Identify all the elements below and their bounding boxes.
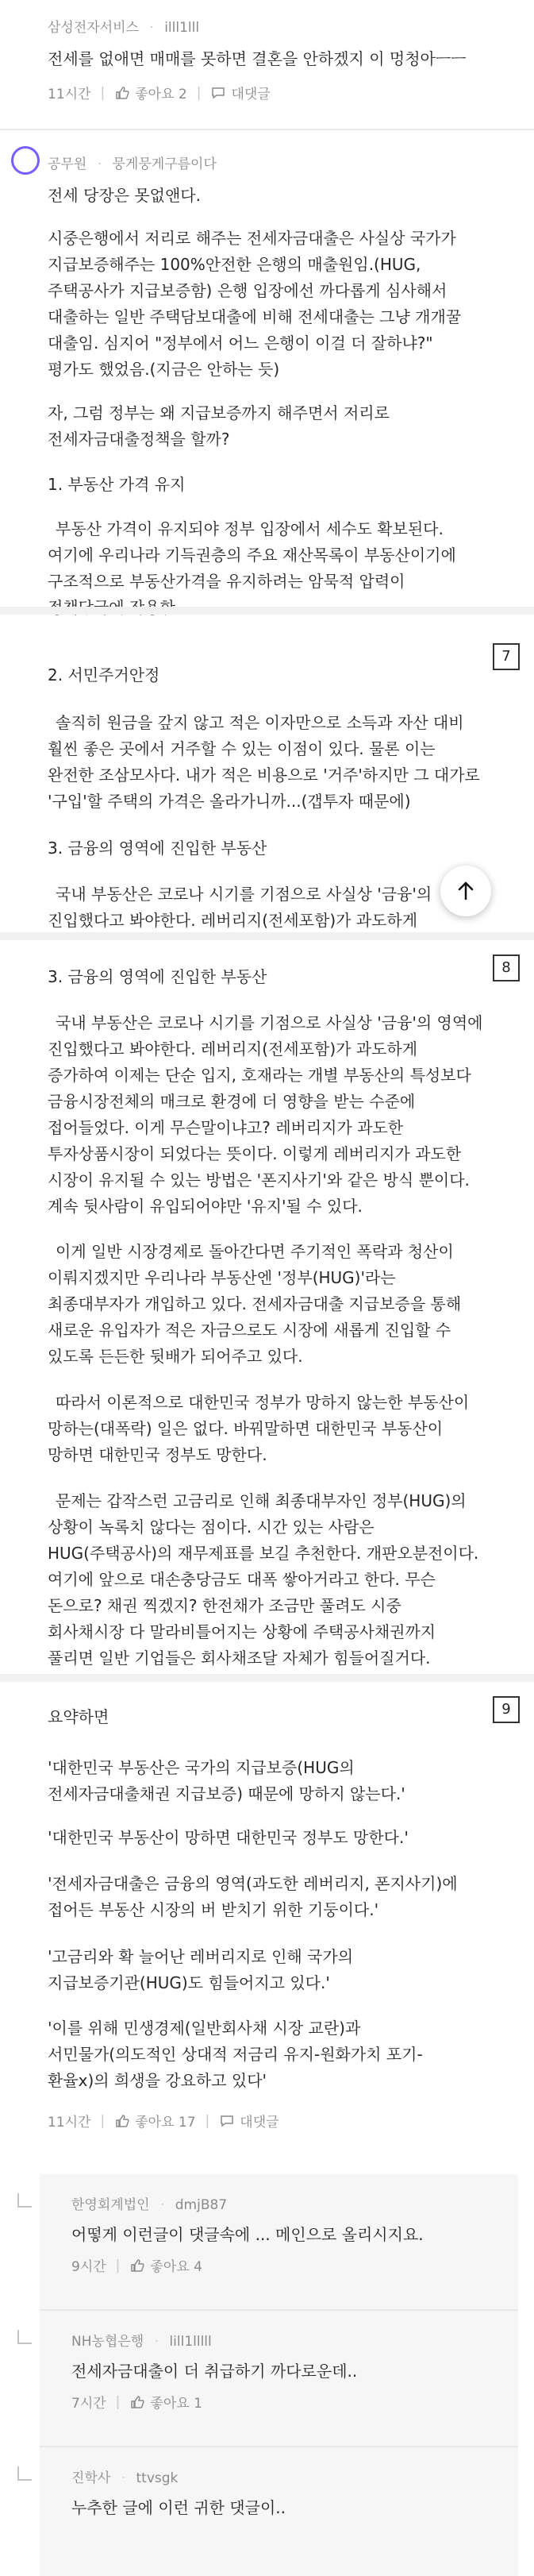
comment-line: 자, 그럼 정부는 왜 지급보증까지 해주면서 저리로	[48, 403, 390, 422]
comment-line: 접어들었다. 이게 무슨말이냐고? 레버리지가 과도한	[48, 1118, 404, 1137]
reply-2: NH농협은행 · lill1lllll 전세자금대출이 더 취급하기 까다로운데.. 7시간 | 좋아요 1	[40, 2311, 518, 2446]
comment-line: 솔직히 원금을 갚지 않고 적은 이자만으로 소득과 자산 대비	[56, 713, 464, 732]
comment-line: 전세자금대출채권 지급보증) 때문에 망하지 않는다.'	[48, 1784, 405, 1803]
author-company: NH농협은행	[71, 2334, 144, 2350]
comment-meta: 11시간 | 좋아요 2 | 대댓글	[48, 83, 271, 102]
comment-line: '이를 위해 민생경제(일반회사채 시장 교란)과	[48, 2019, 361, 2038]
author-nickname[interactable]: ttvsgk	[136, 2470, 179, 2486]
comment-line: 시장이 유지될 수 있는 방법은 '폰지사기'와 같은 방식 뿐이다.	[48, 1170, 470, 1190]
comment-line: 상황이 녹록치 않다는 점이다. 시간 있는 사람은	[48, 1517, 375, 1537]
page-number: 8	[493, 954, 520, 981]
reply-text: 전세자금대출이 더 취급하기 까다로운데..	[71, 2362, 358, 2381]
comment-line: 있도록 든든한 뒷배가 되어주고 있다.	[48, 1347, 303, 1366]
comment-line: 환율x)의 희생을 강요하고 있다'	[48, 2071, 267, 2090]
comment-line: 대출임. 심지어 "정부에서 어느 은행이 이걸 더 잘하냐?"	[48, 334, 433, 353]
reply-text: 어떻게 이런글이 댓글속에 ... 메인으로 올리시지요.	[71, 2225, 424, 2244]
like-icon[interactable]	[114, 2113, 130, 2129]
reply-indicator-icon	[17, 2193, 32, 2208]
comment-line: 여기에 우리나라 기득권층의 주요 재산목록이 부동산이기에	[48, 546, 456, 565]
comment-line: 망하면 대한민국 정부도 망한다.	[48, 1445, 267, 1464]
comment-line: HUG(주택공사)의 재무제표를 보길 추천한다. 개판오분전이다.	[48, 1544, 479, 1563]
comment-line: 문제는 갑작스런 고금리로 인해 최종대부자인 정부(HUG)의	[56, 1491, 467, 1510]
reply-indicator-icon	[17, 2466, 32, 2481]
reply-1: 한영회계법인 · dmjB87 어떻게 이런글이 댓글속에 ... 메인으로 올리시지요. 9시간 | 좋아요 4	[40, 2174, 518, 2309]
comment-line: 구조적으로 부동산가격을 유지하려는 암묵적 압력이	[48, 572, 405, 591]
reply-indicator-icon	[17, 2330, 32, 2344]
like-icon[interactable]	[129, 2258, 145, 2273]
like-count[interactable]: 좋아요 17	[135, 2115, 196, 2131]
reply-text: 누추한 글에 이런 귀한 댓글이..	[71, 2498, 286, 2517]
comment-line: 서민물가(의도적인 상대적 저금리 유지-원화가치 포기-	[48, 2045, 423, 2064]
avatar[interactable]	[11, 146, 40, 175]
reply-meta: 7시간 | 좋아요 1	[71, 2392, 202, 2412]
like-icon[interactable]	[129, 2394, 145, 2410]
comment-line: 훨씬 좋은 곳에서 거주할 수 있는 이점이 있다. 물론 이는	[48, 739, 436, 758]
comment-line: 요약하면	[48, 1707, 109, 1726]
comment-line: 지급보증기관(HUG)도 힘들어지고 있다.'	[48, 1973, 330, 1992]
reply-icon[interactable]	[219, 2113, 235, 2129]
comment-2-part-2	[0, 615, 534, 932]
comment-line: 진입했다고 봐야한다. 레버리지(전세포함)가 과도하게	[48, 1039, 418, 1059]
comment-line: 국내 부동산은 코로나 시기를 기점으로 사실상 '금융'의 영역에	[56, 1013, 483, 1032]
comment-line: '대한민국 부동산이 망하면 대한민국 정부도 망한다.'	[48, 1828, 409, 1847]
comment-line: 3. 금융의 영역에 진입한 부동산	[48, 967, 267, 986]
author-company: 공무원	[48, 156, 87, 172]
author-company: 삼성전자서비스	[48, 20, 139, 36]
author-nickname[interactable]: illl1lll	[164, 20, 200, 36]
comment-line: 망하는(대폭락) 일은 없다. 바꿔말하면 대한민국 부동산이	[48, 1419, 444, 1438]
reply-button[interactable]: 대댓글	[240, 2115, 279, 2131]
comment-line: '고금리와 확 늘어난 레버리지로 인해 국가의	[48, 1947, 354, 1966]
reply-meta: 9시간 | 좋아요 4	[71, 2255, 202, 2275]
comment-line: 계속 뒷사람이 유입되어야만 '유지'될 수 있다.	[48, 1197, 363, 1216]
author-nickname[interactable]: dmjB87	[175, 2197, 228, 2213]
comment-line: 접어든 부동산 시장의 버 받치기 위한 기둥이다.'	[48, 1900, 379, 1919]
comment-line: 회사채시장 다 말라비틀어지는 상황에 주택공사채권까지	[48, 1622, 436, 1641]
page-number: 7	[493, 643, 520, 670]
comment-time: 11시간	[48, 87, 91, 102]
comment-line: '대한민국 부동산은 국가의 지급보증(HUG의	[48, 1758, 355, 1777]
like-count[interactable]: 좋아요 1	[150, 2396, 202, 2412]
comment-line: 진입했다고 봐야한다. 레버리지(전세포함)가 과도하게	[48, 911, 418, 930]
like-icon[interactable]	[114, 85, 130, 101]
comment-line: 대출하는 일반 주택담보대출에 비해 전세대출는 그냥 개개꿀	[48, 307, 462, 326]
reply-time: 9시간	[71, 2259, 106, 2275]
screenshot-gap	[0, 607, 534, 615]
comment-line: 돈으로? 채권 찍겠지? 한전채가 조금만 풀려도 시중	[48, 1596, 401, 1615]
comment-line: 지급보증해주는 100%안전한 은행의 매출원임.(HUG,	[48, 255, 421, 274]
comment-line: 풀리면 일반 기업들은 회사채조달 자체가 힘들어질거다.	[48, 1649, 431, 1668]
comment-line: 완전한 조삼모사다. 내가 적은 비용으로 '거주'하지만 그 대가로	[48, 765, 480, 785]
comment-line: 부동산 가격이 유지되야 정부 입장에서 세수도 확보된다.	[56, 519, 444, 538]
author-company: 진학사	[71, 2470, 111, 2486]
reply-3: 진학사 · ttvsgk 누추한 글에 이런 귀한 댓글이..	[40, 2447, 518, 2576]
comment-line: 최종대부자가 개입하고 있다. 전세자금대출 지급보증을 통해	[48, 1294, 462, 1313]
reply-button[interactable]: 대댓글	[231, 87, 271, 102]
comment-line: 시중은행에서 저리로 해주는 전세자금대출은 사실상 국가가	[48, 229, 456, 248]
like-count[interactable]: 좋아요 2	[135, 87, 187, 102]
comment-line: '전세자금대출은 금융의 영역(과도한 레버리지, 폰지사기)에	[48, 1874, 458, 1893]
comment-2-part-3	[0, 940, 534, 1782]
comment-line: 금융시장전체의 매크로 환경에 더 영향을 받는 수준에	[48, 1092, 416, 1111]
comment-line: 전세 당장은 못없앤다.	[48, 186, 201, 205]
comment-2-part-1: 공무원 · 뭉게뭉게구름이다 전세 당장은 못없앤다. 시중은행에서 저리로 해주는 전세자금대출은 사실상 국가가 지급보증해주는 100%안전한 은행의 매출원임.(HUG, 주택공사가 지급보증함) 은행 입장에선 까다롭게 심사해서 대출하는 일반 주택담보대출에 비해 전세대출는 그냥 개개꿀 대출임. 심지어 "정부에서 어느 은행이 이걸 더 잘하냐?" 평가도 했었음.(지금은 안하는 듯) 자, 그럼 정부는 왜 지급보증까지 해주면서 저리로 전세자금대출정책을 할까? 1. 부동산 가격 유지 부동산 가격이 유지되야 정부 입장에서 세수도 확보된다. 여기에 우리나라 기득권층의 주요 재산목록이 부동산이기에 구조적으로 부동산가격을 유지하려는 암묵적 압력이	[0, 130, 534, 607]
author-company: 한영회계법인	[71, 2197, 150, 2213]
like-count[interactable]: 좋아요 4	[150, 2259, 202, 2275]
comment-meta: 11시간 | 좋아요 17 | 대댓글	[48, 2111, 279, 2131]
comment-line: 여기에 앞으로 대손충당금도 대폭 쌓아거라고 한다. 무슨	[48, 1570, 436, 1589]
arrow-up-icon	[455, 880, 477, 902]
comment-line: 국내 부동산은 코로나 시기를 기점으로 사실상 '금융'의	[56, 885, 432, 904]
comment-2-part-4	[0, 1682, 534, 2174]
comment-line: 전세자금대출정책을 할까?	[48, 430, 230, 449]
comment-line: 1. 부동산 가격 유지	[48, 475, 186, 494]
comment-line: 따라서 이론적으로 대한민국 정부가 망하지 않는한 부동산이	[56, 1393, 470, 1412]
comment-line: 이뤄지겠지만 우리나라 부동산엔 '정부(HUG)'라는	[48, 1268, 396, 1287]
comment-line: '구입'할 주택의 가격은 올라가니까...(갭투자 때문에)	[48, 792, 411, 811]
page-number: 9	[493, 1696, 520, 1723]
comment-text: 전세를 없애면 매매를 못하면 결혼을 안하겠지 이 멍청아ㅡㅡ	[48, 49, 467, 68]
comment-line: 2. 서민주거안정	[48, 665, 160, 684]
comment-line: 이게 일반 시장경제로 돌아간다면 주기적인 폭락과 청산이	[56, 1242, 454, 1261]
comment-1: 삼성전자서비스 · illl1lll 전세를 없애면 매매를 못하면 결혼을 안하겠지 이 멍청아ㅡㅡ 11시간 | 좋아요 2 | 대댓글	[48, 20, 467, 102]
scroll-top-button[interactable]	[440, 866, 491, 916]
comment-line: 평가도 했었음.(지금은 안하는 듯)	[48, 360, 280, 379]
comment-line: 증가하여 이제는 단순 입지, 호재라는 개별 부동산의 특성보다	[48, 1066, 471, 1085]
comment-time: 11시간	[48, 2115, 91, 2131]
comment-line: 투자상품시장이 되었다는 뜻이다. 이렇게 레버리지가 과도한	[48, 1144, 462, 1163]
comment-line: 주택공사가 지급보증함) 은행 입장에선 까다롭게 심사해서	[48, 281, 448, 300]
screenshot-gap	[0, 932, 534, 940]
author-nickname[interactable]: lill1lllll	[169, 2334, 212, 2350]
comment-line: 새로운 유입자가 적은 자금으로도 시장에 새롭게 진입할 수	[48, 1321, 451, 1340]
reply-icon[interactable]	[210, 85, 226, 101]
comment-line: 3. 금융의 영역에 진입한 부동산	[48, 839, 267, 858]
screenshot-gap	[0, 1674, 534, 1682]
author-nickname[interactable]: 뭉게뭉게구름이다	[112, 156, 217, 172]
reply-time: 7시간	[71, 2396, 106, 2412]
